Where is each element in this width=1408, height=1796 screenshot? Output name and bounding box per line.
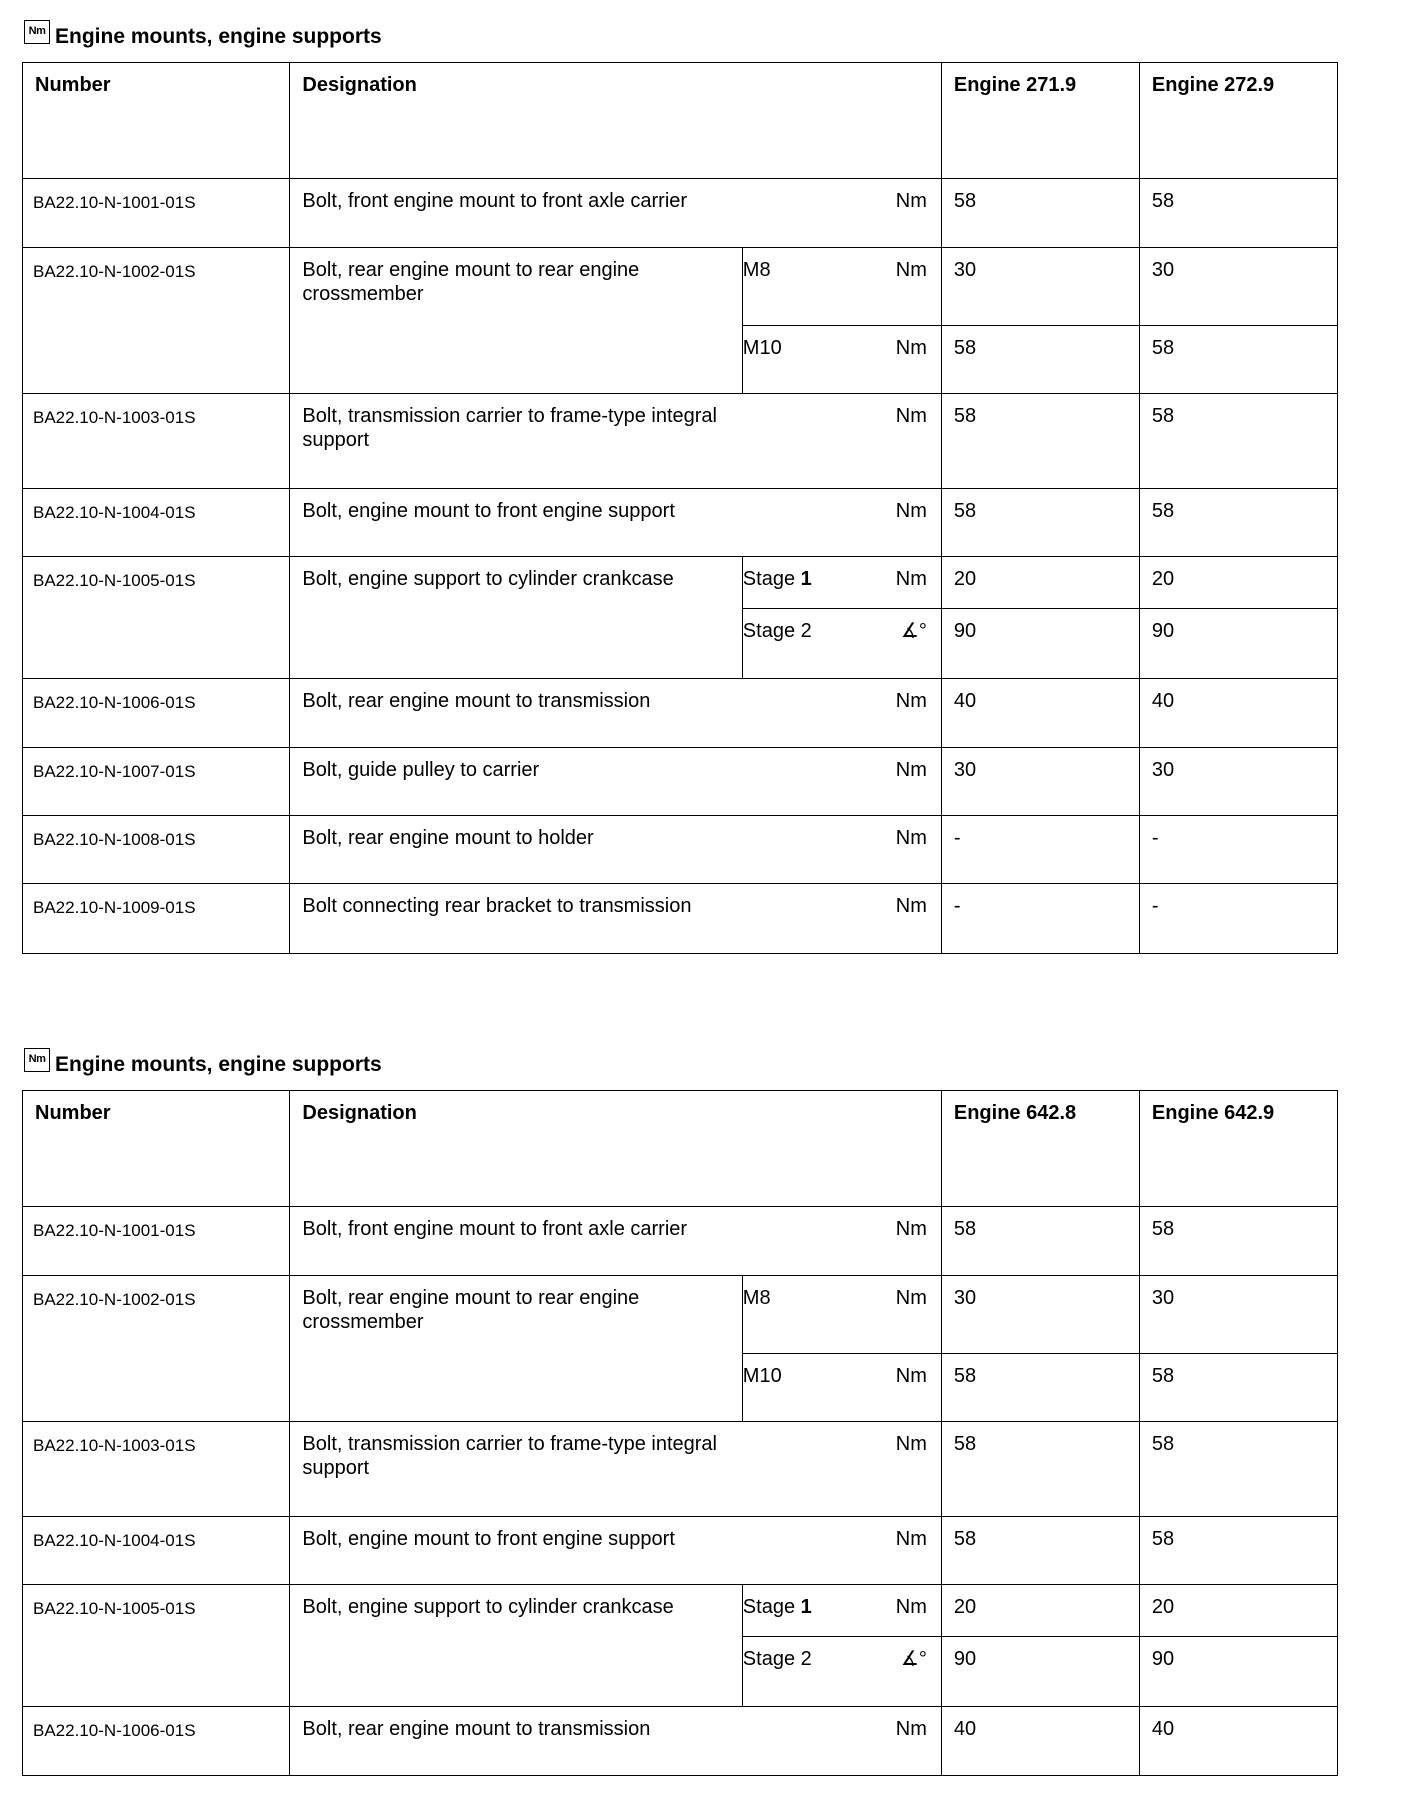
row-number: BA22.10-N-1002-01S [23, 248, 290, 394]
row-number: BA22.10-N-1005-01S [23, 557, 290, 679]
header-engine-b: Engine 642.9 [1139, 1091, 1337, 1207]
row-unit: Nm [891, 1517, 941, 1585]
row-value-b: - [1139, 816, 1337, 884]
row-value-b: 90 [1139, 1637, 1337, 1707]
row-value-a: 30 [941, 1276, 1139, 1354]
row-value-a: 20 [941, 557, 1139, 609]
row-value-b: 58 [1139, 1207, 1337, 1276]
row-unit: Nm [891, 557, 941, 609]
angle-icon: ∡° [891, 1637, 941, 1707]
row-number: BA22.10-N-1004-01S [23, 489, 290, 557]
row-designation: Bolt, engine support to cylinder crankcase [290, 557, 742, 679]
table-row [23, 1707, 1338, 1776]
row-value-b: 58 [1139, 326, 1337, 394]
row-value-a: 90 [941, 1637, 1139, 1707]
row-number: BA22.10-N-1002-01S [23, 1276, 290, 1422]
row-variant: M8 [742, 248, 891, 326]
row-unit: Nm [891, 179, 941, 248]
row-value-a: 20 [941, 1585, 1139, 1637]
row-designation: Bolt, transmission carrier to frame-type integral support [290, 394, 742, 489]
row-variant: Stage 1 [742, 1585, 891, 1637]
torque-nm-icon: Nm [24, 1048, 50, 1072]
row-value-b: 20 [1139, 1585, 1337, 1637]
row-variant-empty [742, 394, 891, 489]
row-variant: Stage 1 [742, 557, 891, 609]
row-value-b: 58 [1139, 394, 1337, 489]
row-value-b: 58 [1139, 1422, 1337, 1517]
row-unit: Nm [891, 748, 941, 816]
row-unit: Nm [891, 1354, 941, 1422]
row-number: BA22.10-N-1001-01S [23, 179, 290, 248]
table-header-row [23, 63, 1338, 179]
row-value-b: 30 [1139, 248, 1337, 326]
row-value-a: 58 [941, 394, 1139, 489]
row-number: BA22.10-N-1003-01S [23, 1422, 290, 1517]
row-designation: Bolt, engine mount to front engine support [290, 1517, 891, 1585]
header-engine-a: Engine 271.9 [941, 63, 1139, 179]
row-value-a: 40 [941, 679, 1139, 748]
row-variant: Stage 2 [742, 609, 891, 679]
row-number: BA22.10-N-1005-01S [23, 1585, 290, 1707]
table-row [23, 1585, 1338, 1637]
table-row [23, 1517, 1338, 1585]
row-value-b: 58 [1139, 1354, 1337, 1422]
row-unit: Nm [891, 679, 941, 748]
row-value-b: 58 [1139, 489, 1337, 557]
row-unit: Nm [891, 394, 941, 489]
row-designation: Bolt, rear engine mount to transmission [290, 1707, 891, 1776]
row-value-b: 58 [1139, 179, 1337, 248]
row-value-a: 58 [941, 1207, 1139, 1276]
section-title-text: Engine mounts, engine supports [55, 25, 382, 48]
table-row [23, 1276, 1338, 1354]
table-row [23, 394, 1338, 489]
row-designation: Bolt, rear engine mount to rear engine crossmember [290, 248, 742, 394]
row-unit: Nm [891, 816, 941, 884]
torque-table-1 [22, 62, 1338, 954]
row-number: BA22.10-N-1006-01S [23, 679, 290, 748]
row-variant: Stage 2 [742, 1637, 891, 1707]
row-unit: Nm [891, 1207, 941, 1276]
table-row [23, 748, 1338, 816]
table-row [23, 679, 1338, 748]
row-unit: Nm [891, 1276, 941, 1354]
torque-nm-icon: Nm [24, 20, 50, 44]
row-unit: Nm [891, 1707, 941, 1776]
row-designation: Bolt, front engine mount to front axle carrier [290, 179, 891, 248]
header-engine-b: Engine 272.9 [1139, 63, 1337, 179]
row-unit: Nm [891, 884, 941, 954]
row-unit: Nm [891, 1422, 941, 1517]
table-row [23, 179, 1338, 248]
section-title [24, 1050, 382, 1080]
row-variant: M10 [742, 1354, 891, 1422]
angle-icon: ∡° [891, 609, 941, 679]
row-value-a: 58 [941, 1422, 1139, 1517]
header-number: Number [23, 1091, 290, 1207]
row-unit: Nm [891, 1585, 941, 1637]
table-header-row [23, 1091, 1338, 1207]
row-value-b: - [1139, 884, 1337, 954]
row-variant-empty [742, 1422, 891, 1517]
row-designation: Bolt, engine mount to front engine support [290, 489, 891, 557]
section-title-text: Engine mounts, engine supports [55, 1053, 382, 1076]
row-value-b: 90 [1139, 609, 1337, 679]
row-number: BA22.10-N-1001-01S [23, 1207, 290, 1276]
row-value-a: - [941, 816, 1139, 884]
row-number: BA22.10-N-1008-01S [23, 816, 290, 884]
header-engine-a: Engine 642.8 [941, 1091, 1139, 1207]
row-number: BA22.10-N-1004-01S [23, 1517, 290, 1585]
row-value-a: 58 [941, 489, 1139, 557]
table-row [23, 248, 1338, 326]
stage-number: 1 [800, 1596, 812, 1618]
row-value-b: 20 [1139, 557, 1337, 609]
table-row [23, 489, 1338, 557]
row-value-b: 30 [1139, 1276, 1337, 1354]
row-designation: Bolt, rear engine mount to holder [290, 816, 891, 884]
row-value-b: 58 [1139, 1517, 1337, 1585]
header-designation: Designation [290, 1091, 941, 1207]
section-title [24, 22, 382, 52]
row-value-a: - [941, 884, 1139, 954]
row-value-a: 58 [941, 1354, 1139, 1422]
row-designation: Bolt, front engine mount to front axle carrier [290, 1207, 891, 1276]
row-value-a: 40 [941, 1707, 1139, 1776]
table-row [23, 816, 1338, 884]
row-designation: Bolt, engine support to cylinder crankcase [290, 1585, 742, 1707]
table-row [23, 1422, 1338, 1517]
row-value-b: 40 [1139, 1707, 1337, 1776]
row-value-a: 58 [941, 1517, 1139, 1585]
row-value-a: 90 [941, 609, 1139, 679]
row-number: BA22.10-N-1003-01S [23, 394, 290, 489]
stage-number: 1 [800, 568, 812, 590]
row-unit: Nm [891, 489, 941, 557]
table-row [23, 557, 1338, 609]
row-number: BA22.10-N-1009-01S [23, 884, 290, 954]
row-designation: Bolt, guide pulley to carrier [290, 748, 891, 816]
row-unit: Nm [891, 248, 941, 326]
table-row [23, 884, 1338, 954]
header-number: Number [23, 63, 290, 179]
row-designation: Bolt, rear engine mount to transmission [290, 679, 891, 748]
row-value-a: 58 [941, 326, 1139, 394]
row-variant: M10 [742, 326, 891, 394]
row-designation: Bolt, transmission carrier to frame-type integral support [290, 1422, 742, 1517]
row-value-a: 58 [941, 179, 1139, 248]
row-number: BA22.10-N-1007-01S [23, 748, 290, 816]
row-variant: M8 [742, 1276, 891, 1354]
table-row [23, 1207, 1338, 1276]
row-value-a: 30 [941, 748, 1139, 816]
row-value-a: 30 [941, 248, 1139, 326]
row-designation: Bolt connecting rear bracket to transmission [290, 884, 891, 954]
row-designation: Bolt, rear engine mount to rear engine crossmember [290, 1276, 742, 1422]
torque-table-2 [22, 1090, 1338, 1776]
row-value-b: 30 [1139, 748, 1337, 816]
row-value-b: 40 [1139, 679, 1337, 748]
row-unit: Nm [891, 326, 941, 394]
row-number: BA22.10-N-1006-01S [23, 1707, 290, 1776]
header-designation: Designation [290, 63, 941, 179]
